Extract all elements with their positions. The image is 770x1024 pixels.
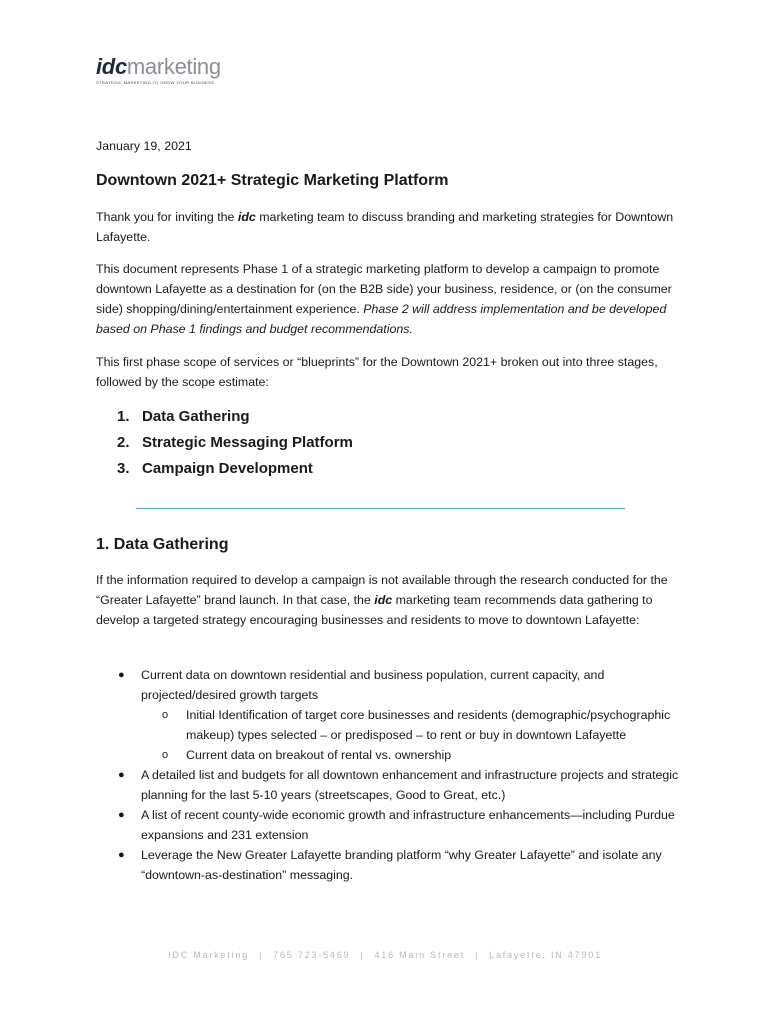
document-title: Downtown 2021+ Strategic Marketing Platform bbox=[96, 172, 449, 189]
list-item bbox=[96, 665, 696, 705]
logo-marketing: marketing bbox=[126, 54, 221, 79]
sub-list-item-text: Initial Identification of target core businesses and residents (demographic/psychographic makeup) types selected – or predisposed – to rent or buy in downtown Lafayette bbox=[186, 708, 671, 742]
phase-paragraph bbox=[96, 259, 676, 339]
footer-separator: | bbox=[259, 950, 264, 960]
scope-paragraph: This first phase scope of services or “blueprints” for the Downtown 2021+ broken out into three stages, followed by the scope estimate: bbox=[96, 355, 658, 389]
phase-italic-text: Phase 2 will address implementation and be developed based on Phase 1 findings and budget recommendations. bbox=[96, 302, 667, 336]
stage-label: Campaign Development bbox=[142, 460, 313, 477]
intro-brand: idc bbox=[237, 210, 256, 224]
intro-text-before: Thank you for inviting the bbox=[96, 210, 238, 224]
sub-list-item bbox=[96, 745, 696, 765]
logo-wordmark bbox=[96, 56, 220, 78]
letter-date: January 19, 2021 bbox=[96, 139, 192, 153]
footer-city: Lafayette, IN 47901 bbox=[489, 950, 602, 960]
bullet-icon: ● bbox=[118, 849, 125, 861]
intro-paragraph bbox=[96, 207, 676, 247]
footer-phone: 765 723-5469 bbox=[273, 950, 351, 960]
bullet-icon: ● bbox=[118, 809, 125, 821]
section-brand: idc bbox=[374, 593, 393, 607]
circle-bullet-icon: o bbox=[162, 709, 169, 721]
list-item-text: A detailed list and budgets for all downtown enhancement and infrastructure projects and strategic planning for the last 5-10 years (streetscapes, Good to Great, etc.) bbox=[141, 768, 679, 802]
section-divider bbox=[136, 508, 625, 509]
logo-tagline: STRATEGIC MARKETING TO GROW YOUR BUSINESS bbox=[96, 80, 215, 85]
phase-text: This document represents Phase 1 of a strategic marketing platform to develop a campaign to promote downtown Lafayette as a destination for (on the B2B side) your business, residence, or (on the consumer side) shopping/dining/entertainment experience. bbox=[96, 262, 672, 316]
data-gathering-paragraph bbox=[96, 570, 676, 630]
list-item-text: Current data on downtown residential and business population, current capacity, and projected/desired growth targets bbox=[141, 668, 605, 702]
footer-separator: | bbox=[360, 950, 365, 960]
stage-item bbox=[117, 456, 353, 482]
sub-list-item bbox=[96, 705, 696, 745]
stages-list bbox=[117, 404, 353, 482]
logo-idc: idc bbox=[96, 54, 127, 79]
stage-label: Strategic Messaging Platform bbox=[142, 434, 353, 451]
bullet-icon: ● bbox=[118, 769, 125, 781]
stage-number: 2. bbox=[117, 434, 130, 451]
list-item-text: A list of recent county-wide economic growth and infrastructure enhancements—including Purdue expansions and 231 extension bbox=[141, 808, 675, 842]
sub-list-item-text: Current data on breakout of rental vs. ownership bbox=[186, 748, 452, 762]
stage-number: 3. bbox=[117, 460, 130, 477]
footer-separator: | bbox=[475, 950, 480, 960]
stage-item bbox=[117, 404, 353, 430]
bullet-icon: ● bbox=[118, 669, 125, 681]
company-logo bbox=[96, 56, 220, 90]
list-item bbox=[96, 805, 696, 845]
list-item bbox=[96, 845, 696, 885]
section-text-before: If the information required to develop a campaign is not available through the research conducted for the “Greater Lafayette” brand launch. In that case, the bbox=[96, 573, 668, 607]
list-item-text: Leverage the New Greater Lafayette branding platform “why Greater Lafayette” and isolate any “downtown-as-destination” messaging. bbox=[141, 848, 662, 882]
circle-bullet-icon: o bbox=[162, 749, 169, 761]
intro-text-after: marketing team to discuss branding and marketing strategies for Downtown Lafayette. bbox=[96, 210, 674, 244]
footer-company: IDC Marketing bbox=[168, 950, 250, 960]
stage-item bbox=[117, 430, 353, 456]
list-item bbox=[96, 765, 696, 805]
stage-label: Data Gathering bbox=[142, 408, 250, 425]
page-footer bbox=[0, 950, 770, 960]
data-gathering-list bbox=[96, 665, 696, 885]
section-heading: 1. Data Gathering bbox=[96, 536, 229, 553]
footer-address: 416 Main Street bbox=[374, 950, 465, 960]
section-text-after: marketing team recommends data gathering to develop a targeted strategy encouraging businesses and residents to move to downtown Lafayette: bbox=[96, 593, 653, 627]
stage-number: 1. bbox=[117, 408, 130, 425]
